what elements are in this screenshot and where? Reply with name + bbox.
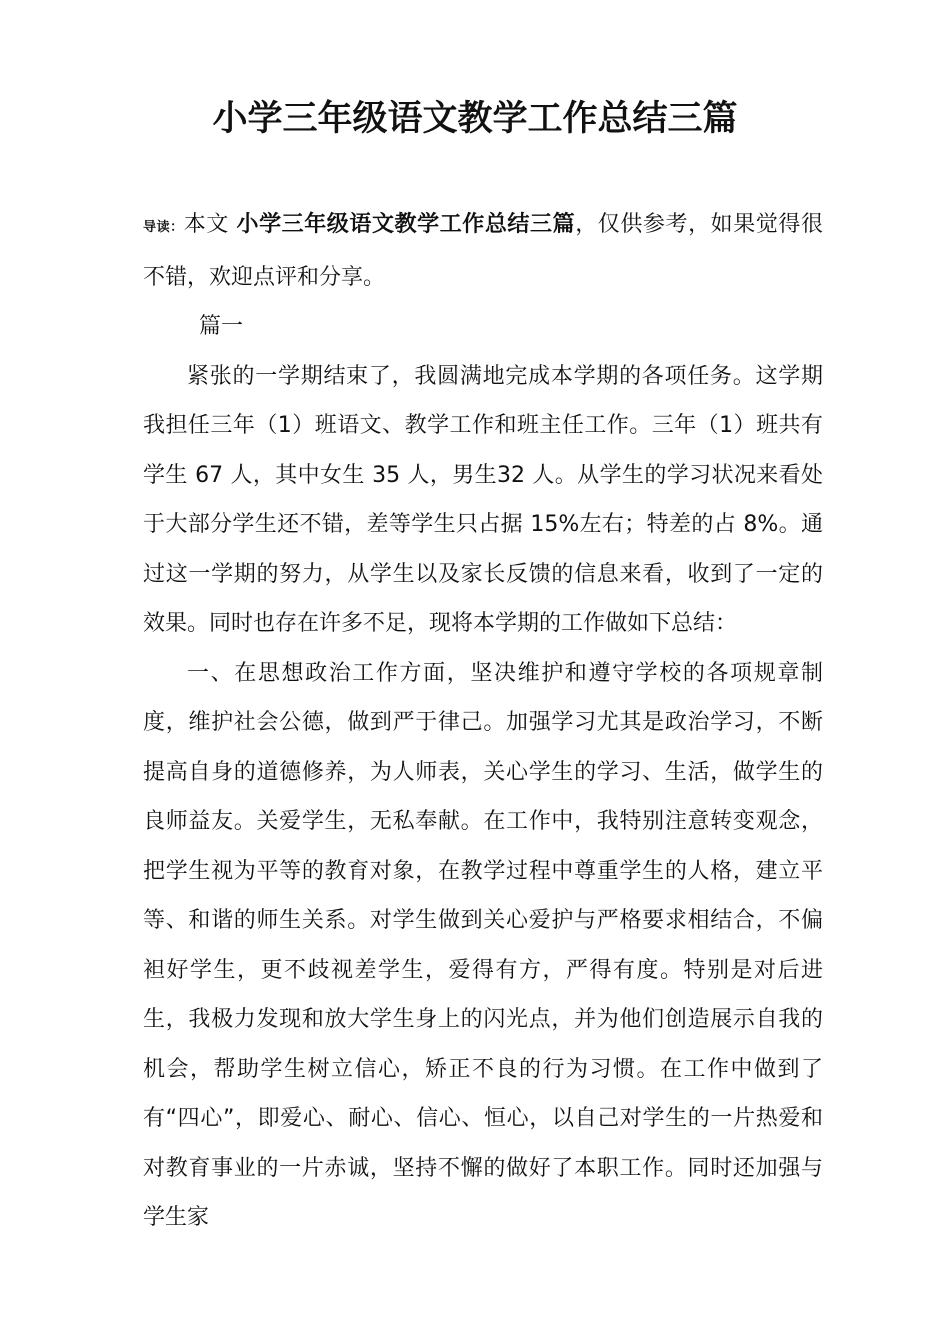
intro-label: 导读： <box>143 220 184 235</box>
document-title: 小学三年级语文教学工作总结三篇 <box>212 99 738 139</box>
intro-bold-title: 小学三年级语文教学工作总结三篇 <box>236 212 576 237</box>
section-label: 篇一 <box>199 314 244 339</box>
intro-prefix: 本文 <box>183 212 237 237</box>
intro-paragraph <box>143 200 823 302</box>
intro-suffix: ，仅供参考，如果觉得很不错，欢迎点评和分享。 <box>143 212 823 290</box>
body-paragraph-1: 紧张的一学期结束了，我圆满地完成本学期的各项任务。这学期我担任三年（1）班语文、教学工作和班主任工作。三年（1）班共有学生 67 人，其中女生 35 人，男生32 人。从学生的学习状况来看处于大部分学生还不错，差等学生只占据 15%左右；特差的占 8%。通过这一学期的努力，从学生以及家长反馈的信息来看，收到了一定的效果。同时也存在许多不足，现将本学期的工作做如下总结： <box>143 363 823 636</box>
body-paragraph-2: 一、在思想政治工作方面，坚决维护和遵守学校的各项规章制度，维护社会公德，做到严于律己。加强学习尤其是政治学习，不断提高自身的道德修养，为人师表，关心学生的学习、生活，做学生的良师益友。关爱学生，无私奉献。在工作中，我特别注意转变观念，把学生视为平等的教育对象，在教学过程中尊重学生的人格，建立平等、和谐的师生关系。对学生做到关心爱护与严格要求相结合，不偏袒好学生，更不歧视差学生，爱得有方，严得有度。特别是对后进生，我极力发现和放大学生身上的闪光点，并为他们创造展示自我的机会，帮助学生树立信心，矫正不良的行为习惯。在工作中做到了有“四心”，即爱心、耐心、信心、恒心，以自己对学生的一片热爱和对教育事业的一片赤诚，坚持不懈的做好了本职工作。同时还加强与学生家 <box>143 660 823 1230</box>
document-body <box>143 200 823 1243</box>
